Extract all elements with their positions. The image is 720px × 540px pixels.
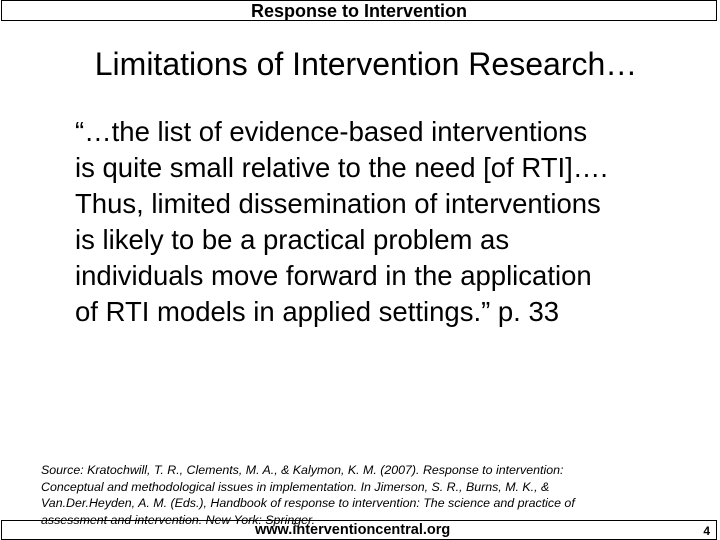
quote-line: individuals move forward in the application	[75, 260, 592, 291]
source-citation	[41, 462, 681, 528]
footer-url: www.interventioncentral.org	[255, 522, 451, 538]
page-number: 4	[703, 524, 710, 538]
slide-title: Limitations of Intervention Research…	[94, 46, 638, 82]
source-line: Van.Der.Heyden, A. M. (Eds.), Handbook of response to intervention: The science and practice of	[41, 496, 575, 510]
header-bar	[1, 0, 717, 21]
quote-line: Thus, limited dissemination of interventions	[75, 188, 601, 219]
quote-line: is quite small relative to the need [of RTI]….	[75, 152, 608, 183]
quote-block	[75, 114, 715, 330]
source-line: Source: Kratochwill, T. R., Clements, M. A., & Kalymon, K. M. (2007). Response to intervention:	[41, 463, 564, 477]
quote-line: “…the list of evidence-based interventions	[75, 116, 588, 147]
header-title: Response to Intervention	[250, 0, 468, 21]
source-line: assessment and intervention. New York: Springer.	[41, 512, 316, 527]
quote-line: of RTI models in applied settings.” p. 33	[75, 296, 560, 327]
source-line: Conceptual and methodological issues in implementation. In Jimerson, S. R., Burns, M. K., &	[41, 479, 550, 494]
quote-line: is likely to be a practical problem as	[75, 224, 510, 255]
